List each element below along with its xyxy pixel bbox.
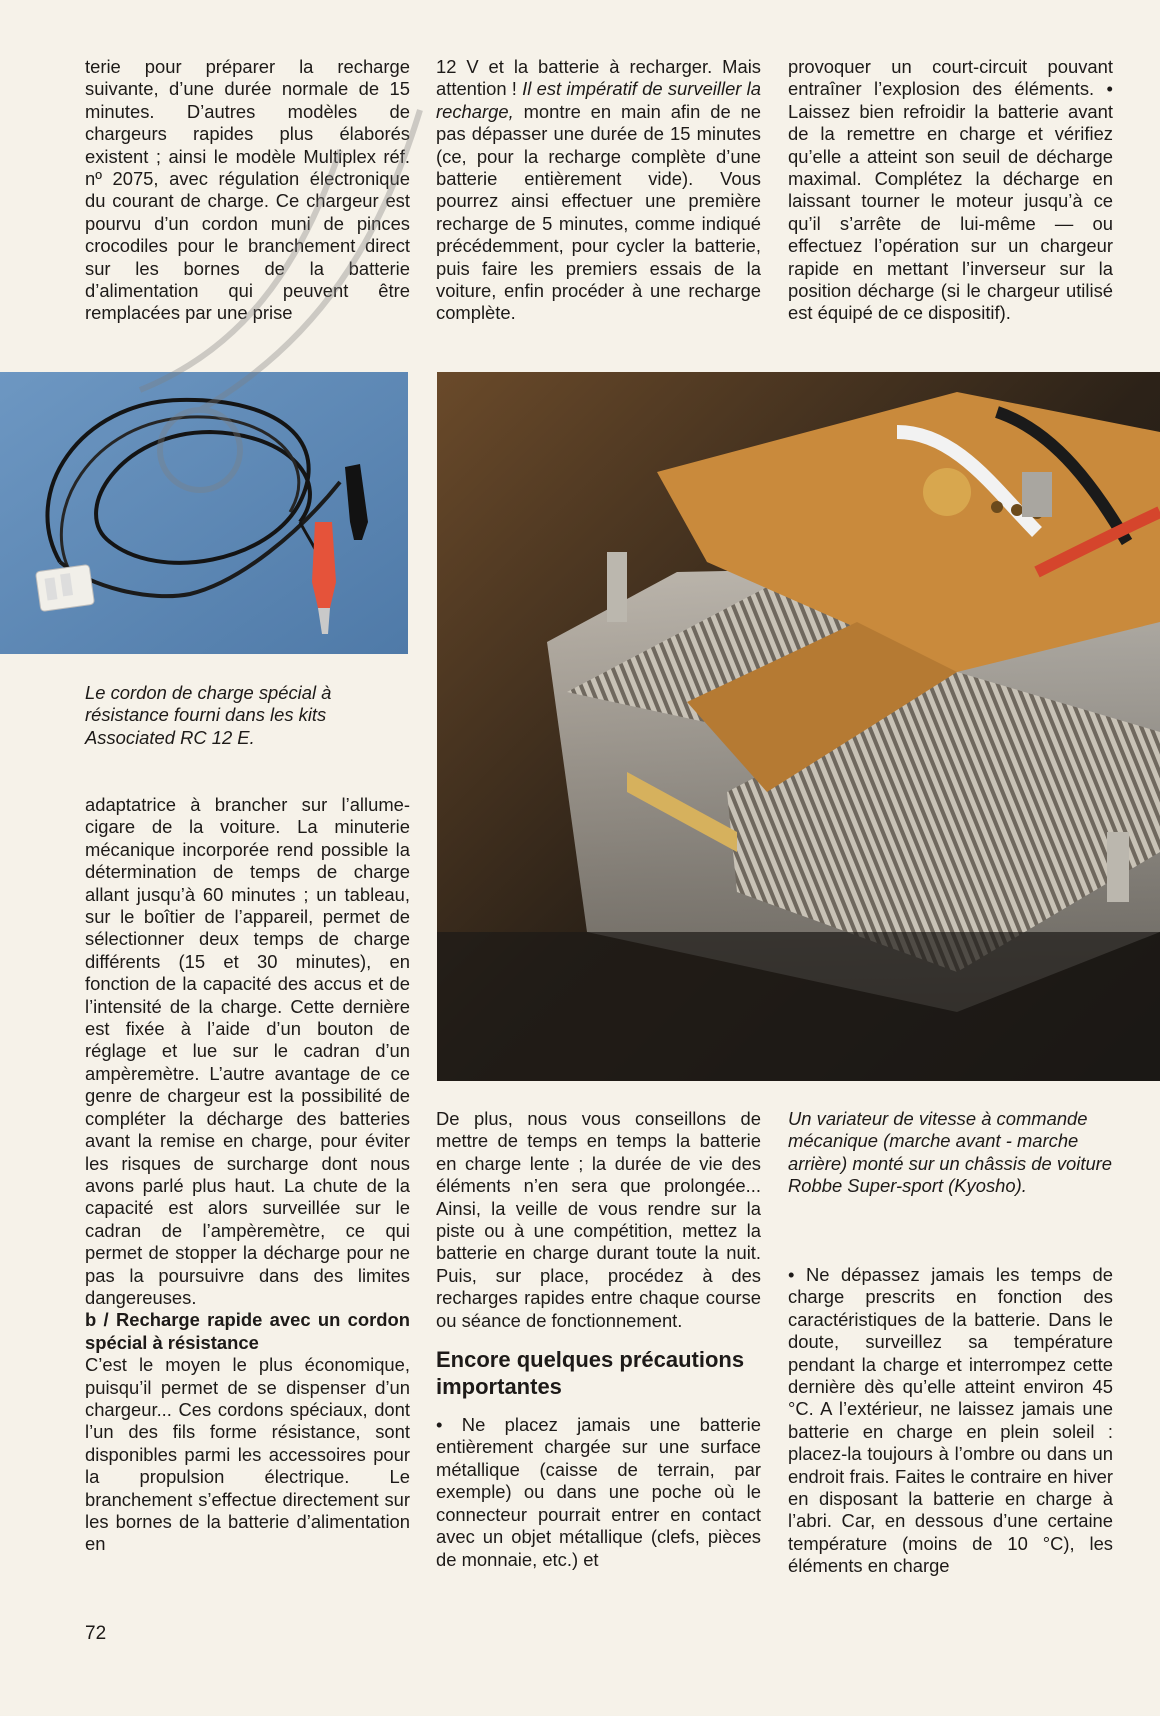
section-heading: Encore quelques précautions importantes (436, 1347, 745, 1400)
column-3-top (788, 56, 1113, 325)
body-text: De plus, nous vous conseillons de mettre de temps en temps la batterie en charge lente ; la durée de vie des éléments n’en sera que prolongée... Ainsi, la veille de vous rendre sur la piste ou à une compétition, mettez la batterie en charge durant toute la nuit. Puis, sur place, procédez à des recharges rapides entre chaque course ou séance de fonctionnement. (436, 1108, 761, 1331)
body-text (436, 56, 761, 325)
charging-cable-photo (0, 372, 408, 654)
body-text: terie pour préparer la recharge suivante, d’une durée normale de 15 minutes. D’autres modèles de chargeurs rapides plus élaborés existent ; ainsi le modèle Multiplex réf. nº 2075, avec régulation électronique du courant de charge. Ce chargeur est pourvu d’un cordon muni de pinces crocodiles pour le branchement direct sur les bornes de la batterie d’alimentation qui peuvent être remplacées par une prise (85, 56, 410, 324)
column-2-bottom (436, 1108, 761, 1571)
body-text: adaptatrice à brancher sur l’allume-cigare de la voiture. La minuterie mécanique incorporée rend possible la détermination de temps de charge allant jusqu’à 60 minutes ; un tableau, sur le boîtier de l’appareil, permet de sélectionner deux temps de charge différents (15 et 30 minutes), en fonction de la capacité des accus et de l’intensité de la charge. Cette dernière est fixée à l’aide d’un bouton de réglage et lue sur le cadran d’un ampèremètre. L’autre avantage de ce genre de chargeur est la possibilité de compléter la décharge des batteries avant la remise en charge, pour éviter les risques de surcharge dont nous avons parlé plus haut. La chute de la capacité est alors surveillée sur le cadran de l’ampèremètre, ce qui permet de stopper la décharge pour ne pas la poursuivre dans des limites dangereuses. (85, 794, 410, 1308)
body-text: provoquer un court-circuit pouvant entraîner l’explosion des éléments. • Laissez bien refroidir la batterie avant de la remettre en charge et vérifiez qu’elle a atteint son seuil de décharge maximal. Complétez la décharge en laissant tourner le moteur jusqu’à ce qu’il s’arrête de lui-même — ou effectuez l’opération sur un chargeur rapide en mettant l’inverseur sur la position décharge (si le chargeur utilisé est équipé de ce dispositif). (788, 56, 1113, 324)
body-text: • Ne dépassez jamais les temps de charge prescrits en fonction des caractéristiques de la batterie. Dans le doute, surveillez sa température pendant la charge et interrompez cette dernière dès qu’elle atteint environ 45 °C. A l’extérieur, ne laissez jamais une batterie en charge en plein soleil : placez-la toujours à l’ombre ou dans un endroit frais. Faites le contraire en hiver en disposant la batterie en charge à l’abri. Car, en dessous d’une certaine température (moins de 10 °C), les éléments en charge (788, 1264, 1113, 1577)
body-text-b: montre en main afin de ne pas dépasser une durée de 15 minutes (ce, pour la recharge complète d’une batterie entièrement vide). Vous pourrez ainsi effectuer une première recharge de 5 minutes, comme indiqué précédemment, pour cycler la batterie, puis faire les premiers essais de la voiture, enfin procéder à une recharge complète. (436, 100, 761, 324)
body-text: • Ne placez jamais une batterie entièrement chargée sur une surface métallique (caisse de terrain, par exemple) ou dans une poche où le connecteur pourrait entrer en contact avec un objet métallique (clefs, pièces de monnaie, etc.) et (436, 1414, 761, 1570)
body-text-a: 12 V et la batterie à recharger. Mais attention ! (436, 56, 761, 100)
body-text: C’est le moyen le plus économique, puisqu’il permet de se dispenser d’un chargeur... Ces cordons spéciaux, dont l’un des fils forme résistance, sont disponibles parmi les accessoires pour la propulsion électrique. Le branchement s’effectue directement sur les bornes de la batterie d’alimentation en (85, 1354, 410, 1555)
column-1-top (85, 56, 410, 325)
page-number: 72 (85, 1623, 107, 1644)
controller-photo-caption: Un variateur de vitesse à commande mécanique (marche avant - marche arrière) monté sur un châssis de voiture Robbe Super-sport (Kyosho). (788, 1108, 1113, 1197)
cable-photo-caption: Le cordon de charge spécial à résistance fourni dans les kits Associated RC 12 E. (85, 682, 332, 748)
column-3-bottom (788, 1264, 1113, 1578)
column-1-bottom (85, 794, 410, 1556)
column-2-top (436, 56, 761, 325)
section-subheading: b / Recharge rapide avec un cordon spécial à résistance (85, 1309, 410, 1353)
body-text-emphasis: Il est impératif de surveiller la recharge, (436, 78, 761, 122)
speed-controller-photo (437, 372, 1160, 1081)
